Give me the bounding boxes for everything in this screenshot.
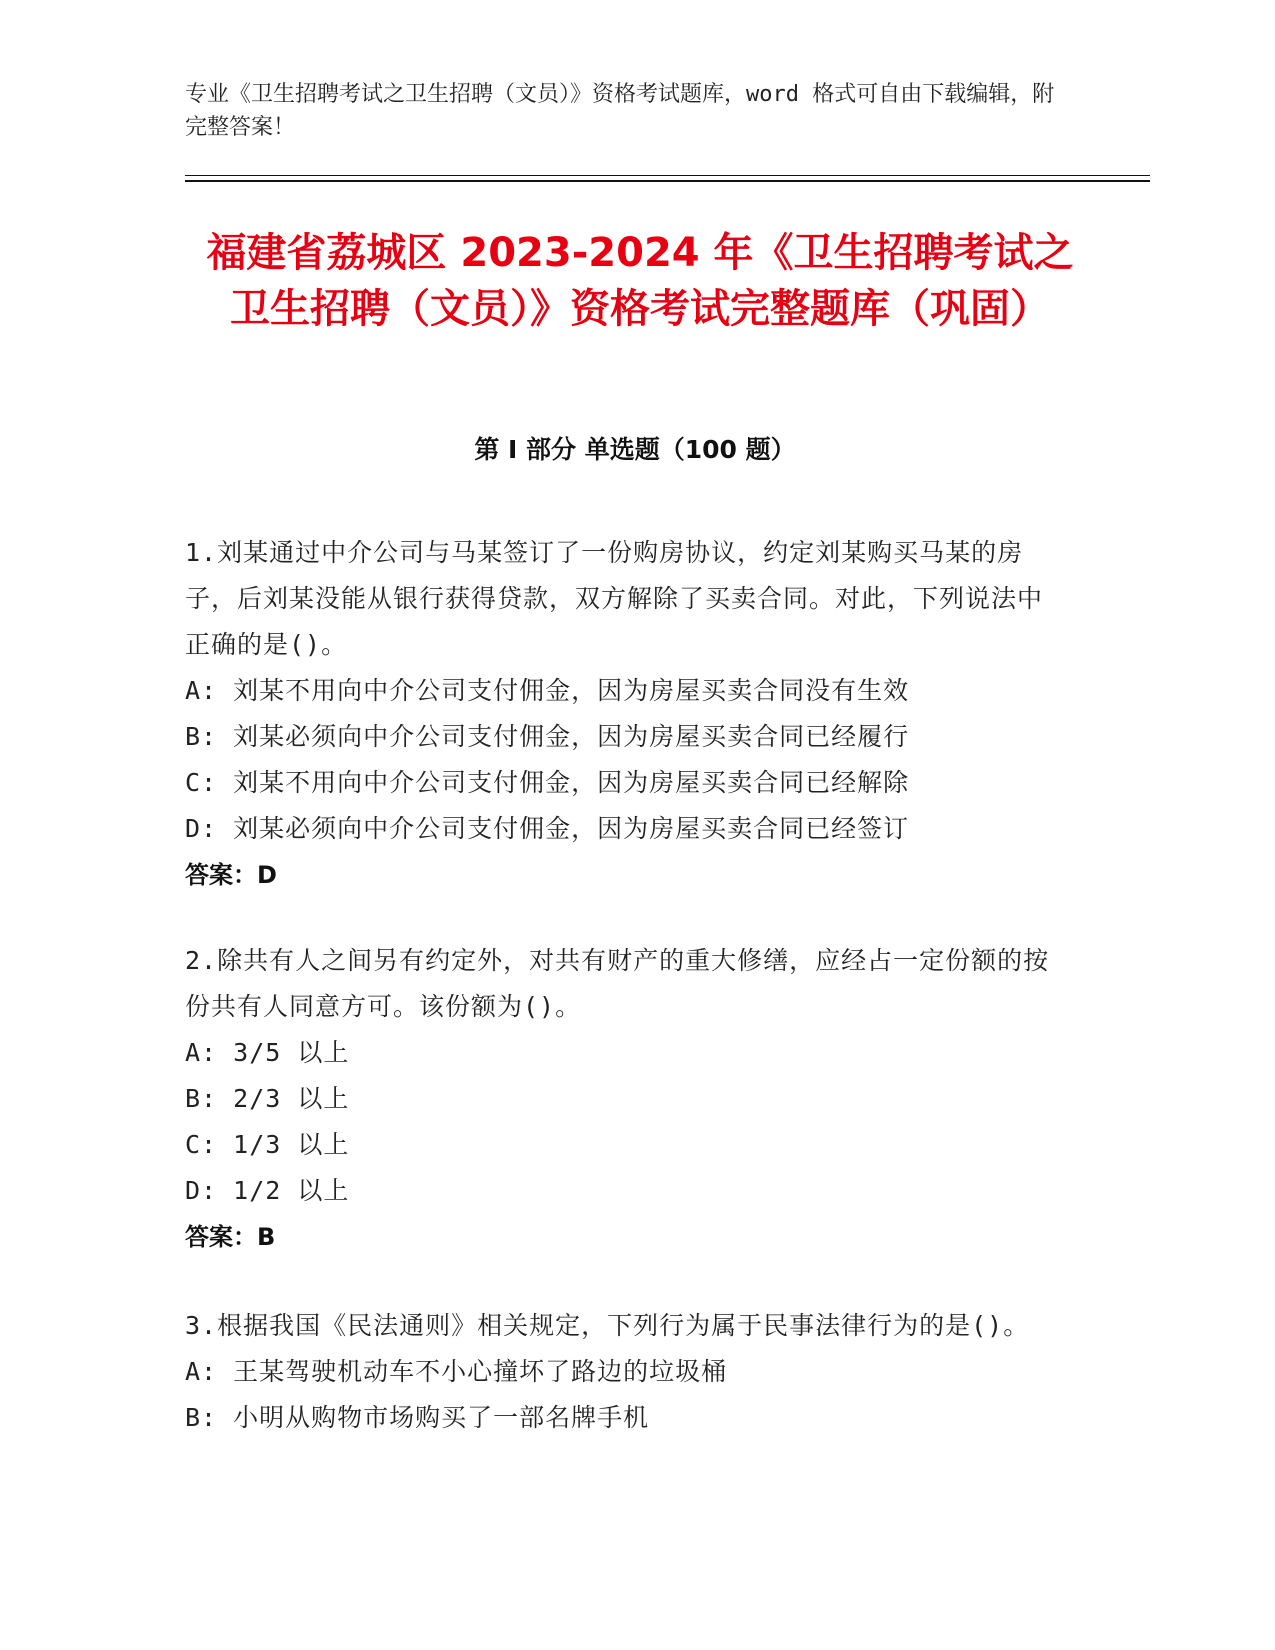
option-d: D: 刘某必须向中介公司支付佣金，因为房屋买卖合同已经签订 bbox=[185, 814, 910, 843]
document-title: 福建省荔城区 2023-2024 年《卫生招聘考试之卫生招聘（文员）》资格考试完整题库（巩固） bbox=[206, 230, 1074, 332]
question-1 bbox=[185, 530, 1065, 898]
question-stem: 3.根据我国《民法通则》相关规定，下列行为属于民事法律行为的是()。 bbox=[185, 1311, 1030, 1340]
option-c: C: 刘某不用向中介公司支付佣金，因为房屋买卖合同已经解除 bbox=[185, 768, 910, 797]
option-a: A: 3/5 以上 bbox=[185, 1038, 350, 1067]
question-3 bbox=[185, 1303, 1065, 1441]
option-d: D: 1/2 以上 bbox=[185, 1176, 350, 1205]
option-b: B: 2/3 以上 bbox=[185, 1084, 350, 1113]
option-c: C: 1/3 以上 bbox=[185, 1130, 350, 1159]
header-divider-thin bbox=[185, 175, 1150, 176]
answer: 答案：D bbox=[185, 861, 277, 889]
header-divider-thick bbox=[185, 180, 1150, 182]
question-stem: 2.除共有人之间另有约定外，对共有财产的重大修缮，应经占一定份额的按份共有人同意方可。该份额为()。 bbox=[185, 946, 1050, 1021]
question-stem: 1.刘某通过中介公司与马某签订了一份购房协议，约定刘某购买马某的房子，后刘某没能从银行获得贷款，双方解除了买卖合同。对此，下列说法中正确的是()。 bbox=[185, 538, 1044, 659]
option-b: B: 刘某必须向中介公司支付佣金，因为房屋买卖合同已经履行 bbox=[185, 722, 910, 751]
section-title: 第 I 部分 单选题（100 题） bbox=[474, 435, 796, 464]
answer: 答案：B bbox=[185, 1223, 276, 1251]
option-a: A: 刘某不用向中介公司支付佣金，因为房屋买卖合同没有生效 bbox=[185, 676, 910, 705]
question-2 bbox=[185, 938, 1065, 1260]
header-note: 专业《卫生招聘考试之卫生招聘（文员）》资格考试题库，word 格式可自由下载编辑，附完整答案！ bbox=[185, 82, 1055, 140]
option-a: A: 王某驾驶机动车不小心撞坏了路边的垃圾桶 bbox=[185, 1357, 728, 1386]
option-b: B: 小明从购物市场购买了一部名牌手机 bbox=[185, 1403, 650, 1432]
